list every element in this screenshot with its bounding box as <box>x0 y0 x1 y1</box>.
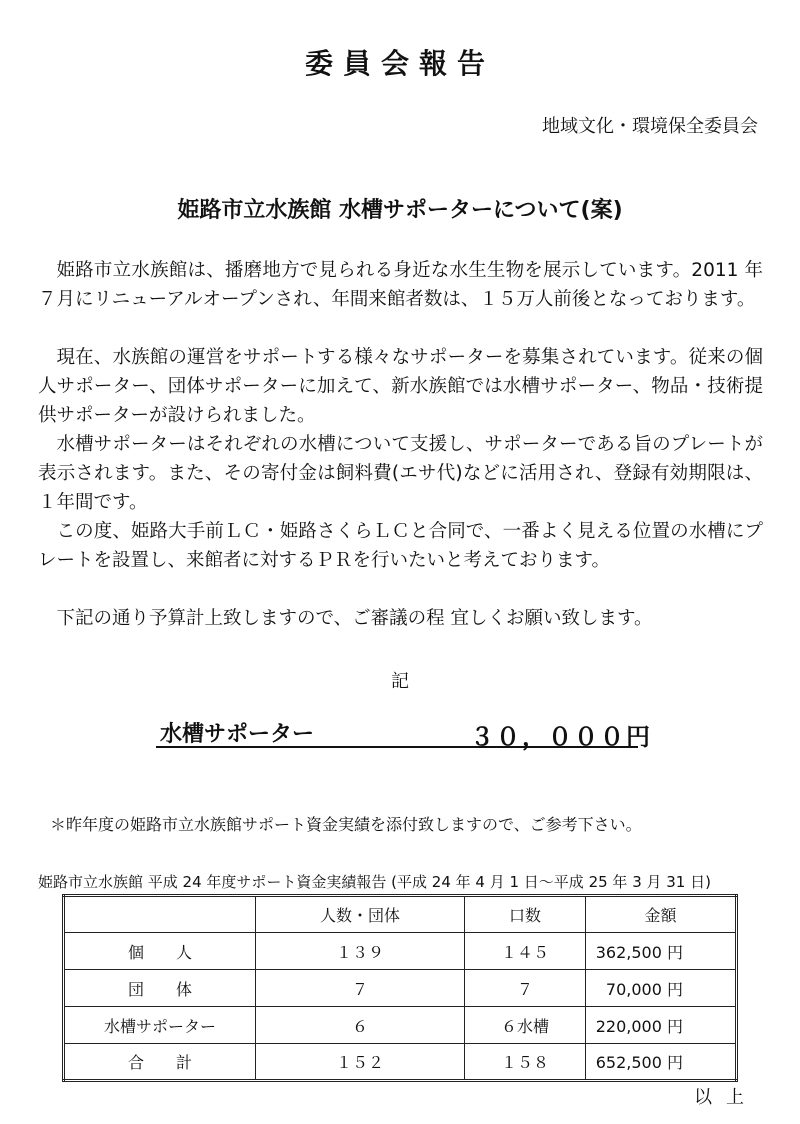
column-header: 金額 <box>586 896 737 933</box>
table-cell: 水槽サポーター <box>64 1007 256 1044</box>
table-row <box>64 1044 737 1081</box>
page-title: 委員会報告 <box>304 47 495 80</box>
column-header: 口数 <box>465 896 586 933</box>
table-cell: ７ <box>256 970 465 1007</box>
table-cell: １５８ <box>465 1044 586 1081</box>
table-row <box>64 970 737 1007</box>
committee-name: 地域文化・環境保全委員会 <box>542 116 758 137</box>
supporter-name: 水槽サポーター <box>160 722 315 747</box>
paragraph: 下記の通り予算計上致しますので、ご審議の程 宜しくお願い致します。 <box>56 608 653 629</box>
table-cell: 合 計 <box>64 1044 256 1081</box>
paragraph: 姫路市立水族館は、播磨地方で見られる身近な水生生物を展示しています。2011 年７月にリニューアルオープンされ、年間来館者数は、１５万人前後となっております。 <box>38 260 763 310</box>
table-row <box>64 1007 737 1044</box>
table-cell: １５２ <box>256 1044 465 1081</box>
paragraph: 現在、水族館の運営をサポートする様々なサポーターを募集されています。従来の個人サポーター、団体サポーターに加えて、新水族館では水槽サポーター、物品・技術提供サポーターが設けられました。 <box>38 347 763 426</box>
supporter-underline <box>156 746 638 748</box>
table-cell: 652,500 円 <box>586 1044 737 1081</box>
table-cell: １３９ <box>256 933 465 970</box>
column-header <box>64 896 256 933</box>
table-cell: 362,500 円 <box>586 933 737 970</box>
table-caption: 姫路市立水族館 平成 24 年度サポート資金実績報告 (平成 24 年 4 月 1 日～平成 25 年 3 月 31 日) <box>38 873 711 891</box>
table-row <box>64 933 737 970</box>
table-cell: ６水槽 <box>465 1007 586 1044</box>
support-fund-table <box>62 894 738 1082</box>
table-cell: ６ <box>256 1007 465 1044</box>
table-cell: ７ <box>465 970 586 1007</box>
ki-heading: 記 <box>391 671 409 692</box>
document-title: 姫路市立水族館 水槽サポーターについて(案) <box>177 198 623 223</box>
closing-mark: 以上 <box>694 1087 758 1108</box>
paragraph: この度、姫路大手前ＬＣ・姫路さくらＬＣと合同で、一番よく見える位置の水槽にプレートを設置し、来館者に対するＰＲを行いたいと考えております。 <box>38 521 763 571</box>
table-cell: 70,000 円 <box>586 970 737 1007</box>
table-header-row <box>64 896 737 933</box>
table-cell: １４５ <box>465 933 586 970</box>
note: ＊昨年度の姫路市立水族館サポート資金実績を添付致しますので、ご参考下さい。 <box>50 815 642 834</box>
table-cell: 団 体 <box>64 970 256 1007</box>
paragraph: 水槽サポーターはそれぞれの水槽について支援し、サポーターである旨のプレートが表示されます。また、その寄付金は飼料費(エサ代)などに活用され、登録有効期限は、１年間です。 <box>38 434 763 513</box>
column-header: 人数・団体 <box>256 896 465 933</box>
table-cell: 220,000 円 <box>586 1007 737 1044</box>
table-cell: 個 人 <box>64 933 256 970</box>
supporter-amount: ３０，０００円 <box>470 723 652 751</box>
